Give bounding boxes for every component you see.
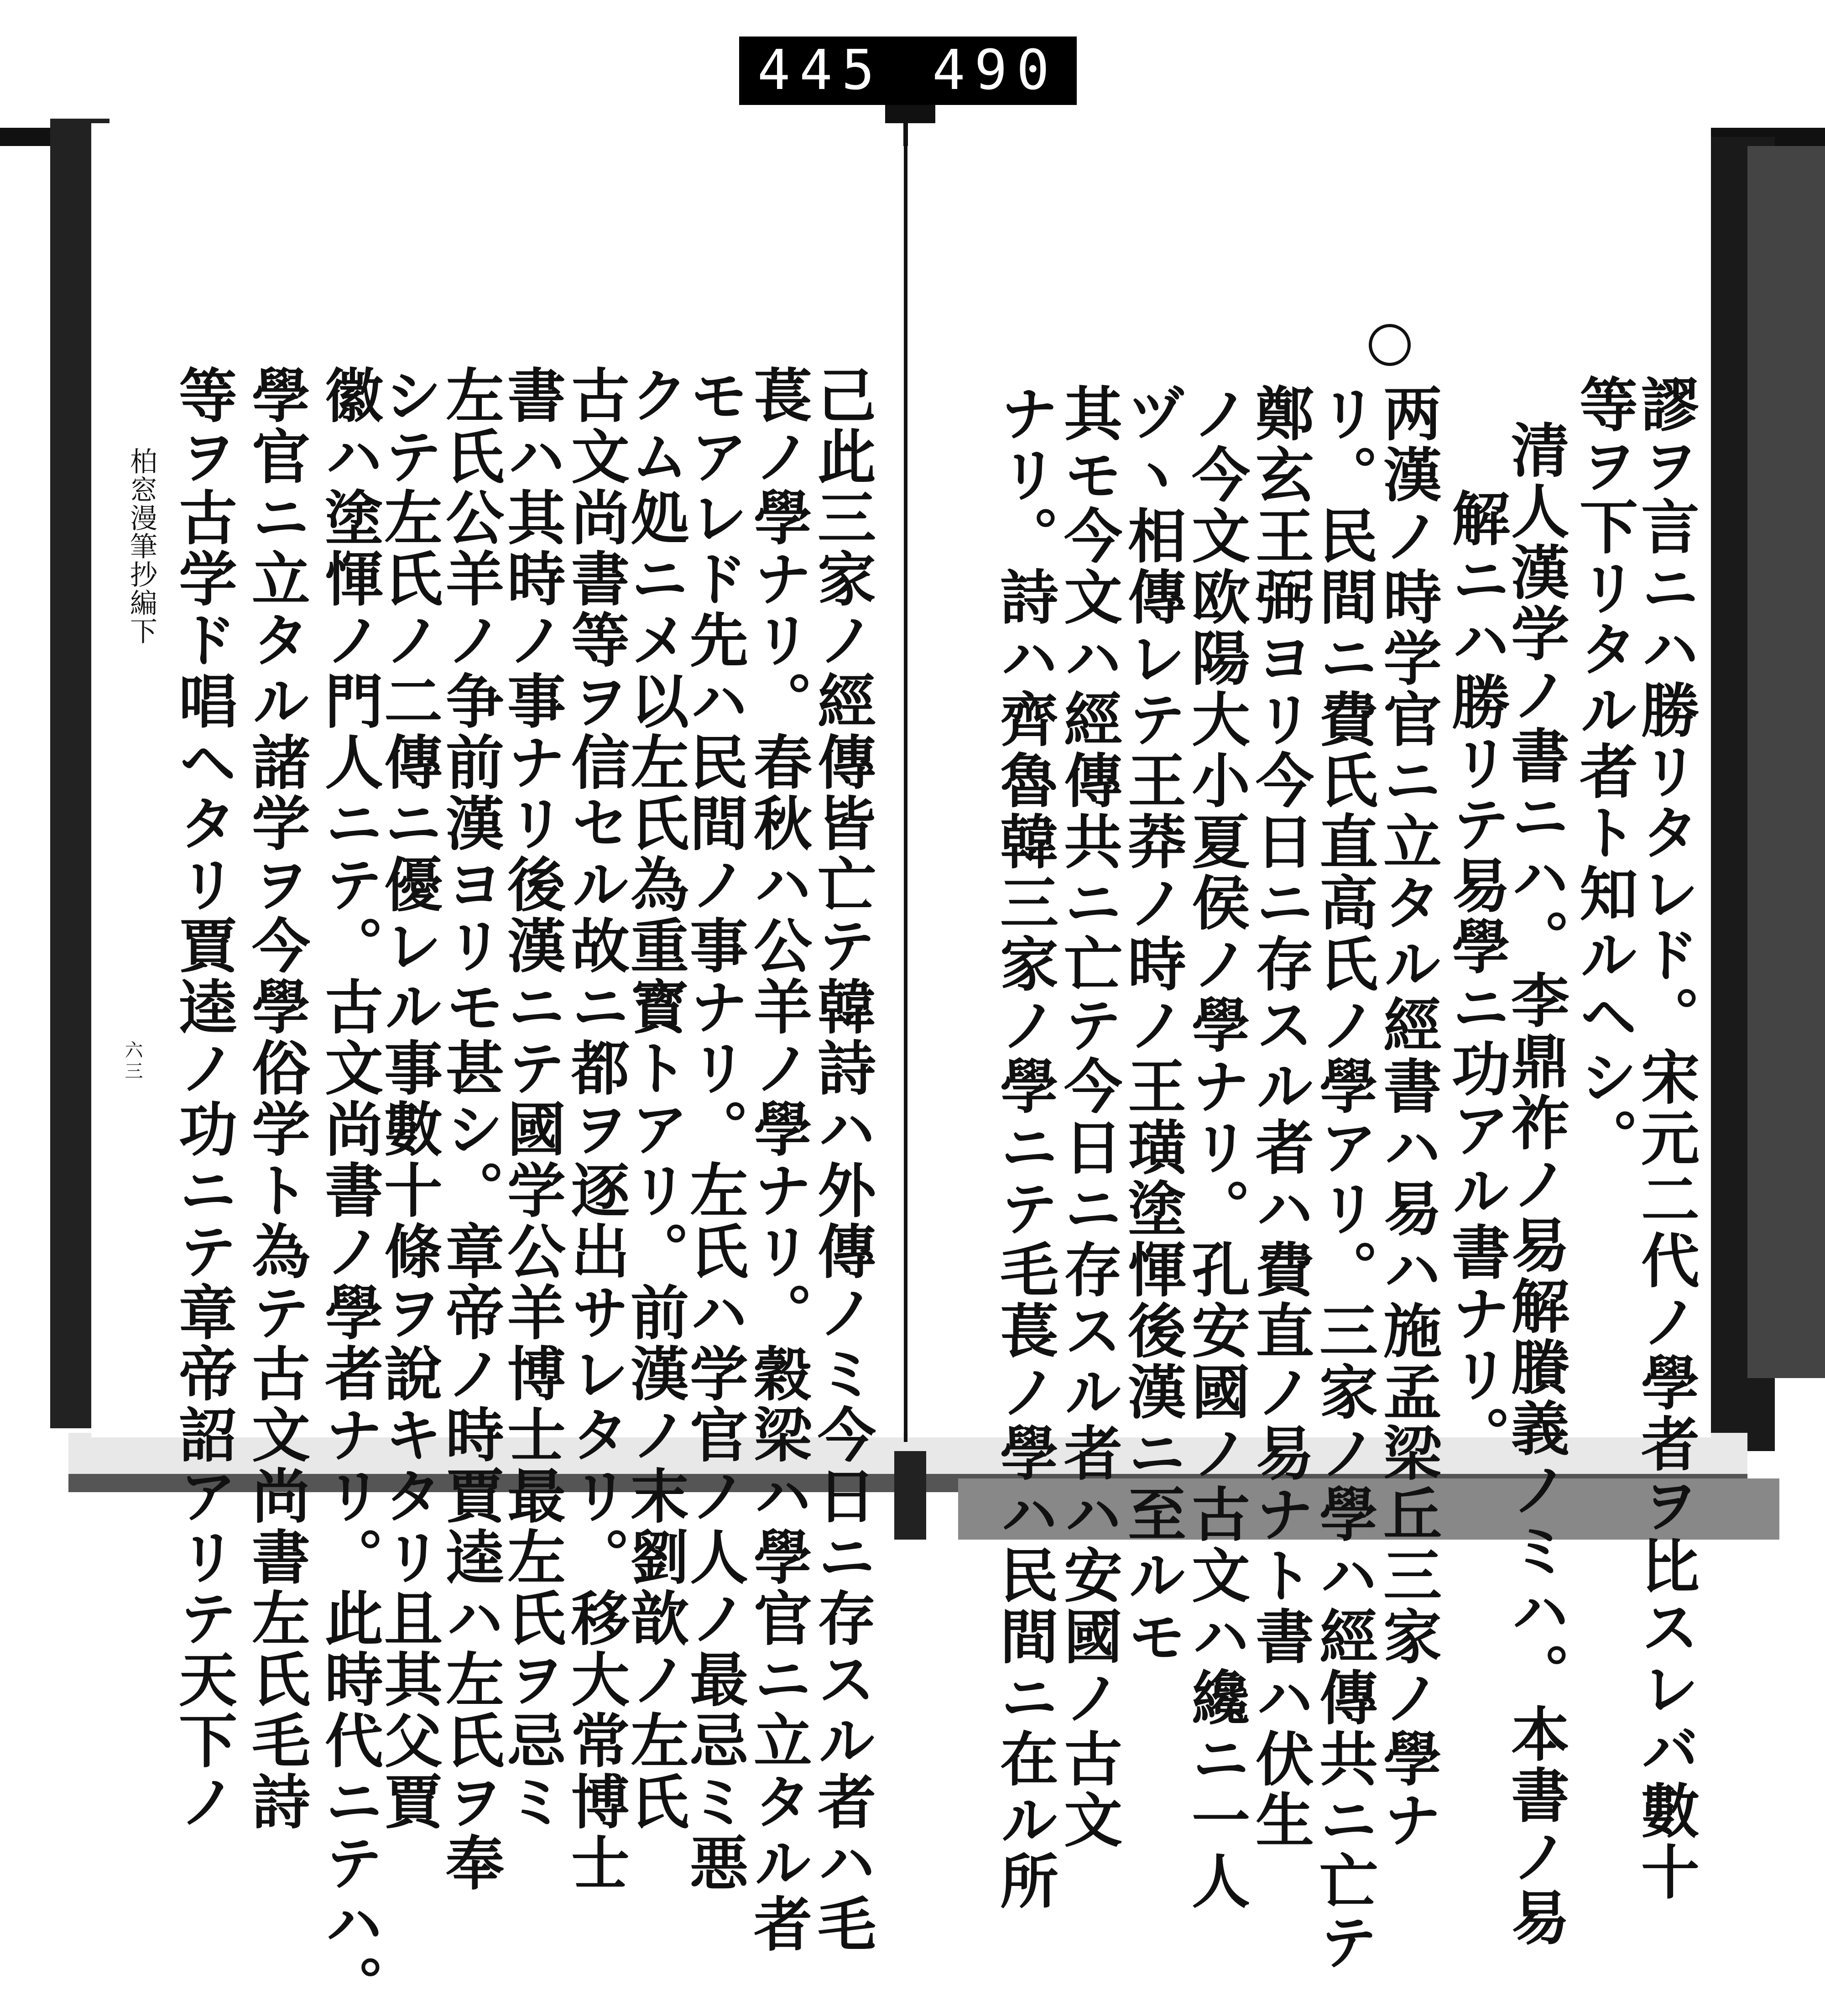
right-col-4: 解ニハ勝リテ易學ニ功アル書ナリ。: [1442, 488, 1510, 1467]
left-col-9: 徽ハ塗惲ノ門人ニテ。古文尚書ノ學者ナリ。此時代ニテハ。: [315, 365, 383, 2016]
right-col-1: 謬ヲ言ニハ勝リタレド。宋元二代ノ學者ヲ比スレバ數十: [1631, 374, 1700, 1903]
left-col-2: 萇ノ學ナリ。春秋ハ公羊ノ學ナリ。穀梁ハ學官ニ立タル者: [744, 365, 812, 1955]
archive-label-plate: [739, 37, 1077, 105]
right-col-5: 两漢ノ時学官ニ立タル經書ハ易ハ施孟梁丘三家ノ學ナ: [1373, 383, 1442, 1851]
right-col-7: 鄭玄王弼ヨリ今日ニ存スル者ハ費直ノ易ナト書ハ伏生: [1246, 383, 1314, 1851]
page-number: 六三: [122, 1040, 143, 1082]
running-head: 柏窓漫筆抄編下: [125, 447, 157, 645]
right-col-10: 其モ今文ハ經傳共ニ亡テ今日ニ存スル者ハ安國ノ古文: [1054, 383, 1122, 1851]
left-col-7: 左氏公羊ノ争前漢ヨリモ甚シ。章帝ノ時賈逵ハ左氏ヲ奉: [436, 365, 504, 1894]
left-col-11: 等ヲ古学ド唱ヘタリ賈逵ノ功ニテ章帝詔アリテ天下ノ: [169, 365, 237, 1833]
right-col-9: ヅヽ相傳レテ王莽ノ時ノ王璜塗惲後漢ニ至ルモ: [1118, 383, 1186, 1667]
circle-mark: [1369, 324, 1411, 366]
left-col-10: 學官ニ立タル諸学ヲ今學俗学ト為テ古文尚書左氏毛詩: [242, 365, 310, 1833]
left-col-8: シテ左氏ノ二傳ニ優レル事數十條ヲ說キタリ且其父賈: [374, 365, 443, 1833]
left-leaf-number: 445: [757, 39, 884, 102]
right-col-11: ナリ。詩ハ齊魯韓三家ノ學ニテ毛萇ノ學ハ民間ニ在ル所: [990, 383, 1058, 1912]
right-col-6: リ。民間ニ費氏直高氏ノ學アリ。三家ノ學ハ經傳共ニ亡テ: [1309, 383, 1378, 1973]
right-leaf-number: 490: [932, 39, 1058, 102]
left-col-6: 書ハ其時ノ事ナリ後漢ニテ國学公羊博士最左氏ヲ忌ミ: [497, 365, 566, 1833]
left-col-5: 古文尚書等ヲ信セル故ニ都ヲ逐出サレタリ。移大常博士: [561, 365, 630, 1894]
left-col-3: モアレド先ハ民間ノ事ナリ。左氏ハ学官ノ人ノ最忌ミ悪: [680, 365, 748, 1894]
right-col-8: ノ今文欧陽大小夏侯ノ學ナリ。孔安國ノ古文ハ纔ニ一人: [1182, 383, 1250, 1912]
left-col-4: クム処ニメ以左氏為重寳トアリ。前漢ノ末劉歆ノ左氏: [620, 365, 689, 1833]
right-col-3: 清人漢学ノ書ニハ。李鼎祚ノ易解賸義ノミハ。本書ノ易: [1501, 420, 1570, 1948]
left-col-1: 己此三家ノ經傳皆亡テ韓詩ハ外傳ノミ今日ニ存スル者ハ毛: [808, 365, 876, 1955]
right-col-2: 等ヲ下リタル者ト知ルヘシ。: [1570, 374, 1638, 1169]
